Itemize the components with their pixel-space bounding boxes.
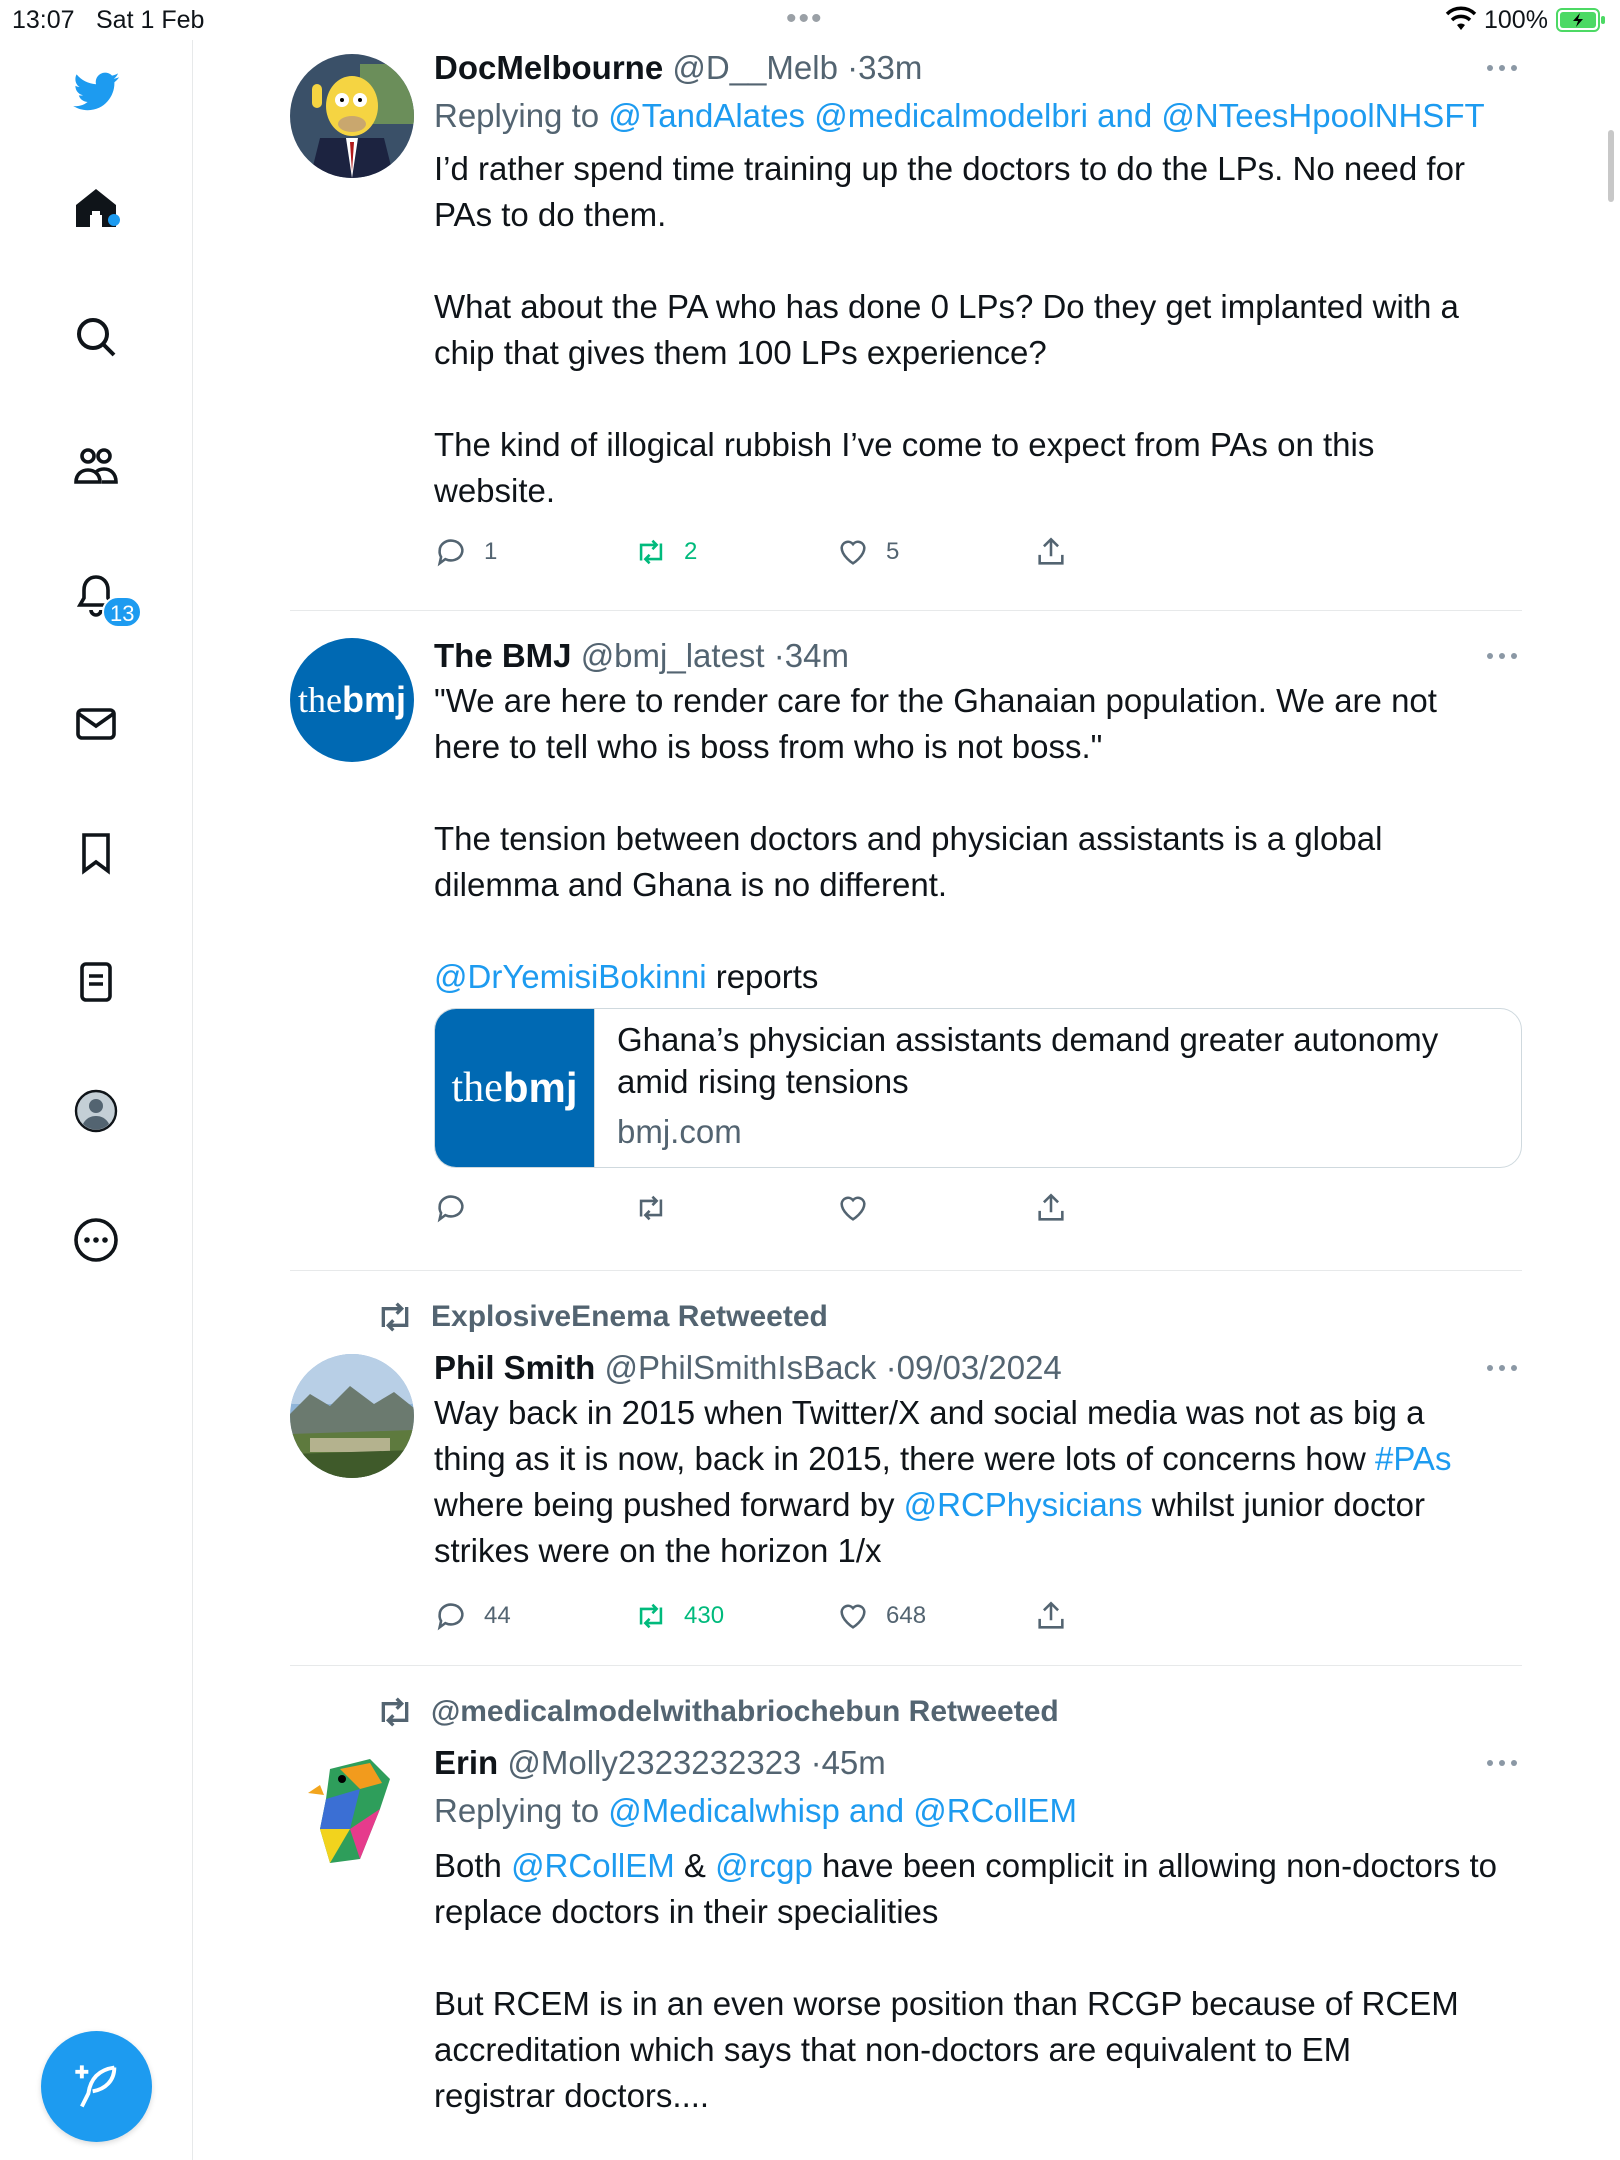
retweet-button[interactable] [634, 1188, 684, 1228]
like-button[interactable] [836, 1188, 886, 1228]
reply-icon [434, 1599, 468, 1633]
share-icon [1034, 535, 1068, 569]
reply-button[interactable]: 1 [434, 532, 497, 572]
lists-icon [72, 958, 120, 1006]
avatar[interactable] [290, 54, 414, 178]
heart-icon [836, 1191, 870, 1225]
tweet-actions [434, 532, 1522, 572]
share-button[interactable] [1034, 1188, 1084, 1228]
sidebar-item-profile[interactable] [67, 1082, 125, 1140]
author-name[interactable]: Erin [434, 1744, 499, 1781]
reply-button[interactable]: 44 [434, 1596, 511, 1636]
like-button[interactable]: 5 [836, 532, 899, 572]
notifications-badge: 13 [102, 596, 142, 628]
tweet-divider [290, 610, 1522, 611]
mention-link[interactable]: @RCPhysicians [903, 1486, 1143, 1523]
retweet-icon [634, 1191, 668, 1225]
status-date: Sat 1 Feb [96, 6, 205, 34]
mention-link[interactable]: @RCollEM [511, 1847, 675, 1884]
tweet-time[interactable]: 34m [784, 637, 849, 674]
tweet-text: I’d rather spend time training up the doctors to do the LPs. No need for PAs to do them. What about the PA who has done 0 LPs? Do they get implanted with a chip that gives them 100 LPs experience? The kind of illogical rubbish I’ve come to expect from PAs on this website. [434, 150, 1465, 509]
tweet-actions [434, 1596, 1522, 1636]
reply-icon [434, 535, 468, 569]
bookmark-icon [72, 829, 120, 877]
share-icon [1034, 1599, 1068, 1633]
author-handle[interactable]: @Molly2323232323 [507, 1744, 802, 1781]
more-circle-icon [72, 1216, 120, 1264]
author-name[interactable]: DocMelbourne [434, 49, 664, 86]
author-name[interactable]: The BMJ [434, 637, 572, 674]
sidebar-item-messages[interactable] [67, 695, 125, 753]
retweet-small-icon [375, 1300, 415, 1334]
wifi-icon [1444, 4, 1478, 32]
sidebar-item-more[interactable] [67, 1211, 125, 1269]
author-name[interactable]: Phil Smith [434, 1349, 596, 1386]
like-button[interactable]: 648 [836, 1596, 926, 1636]
replying-to-handles[interactable]: @Medicalwhisp and @RCollEM [608, 1792, 1077, 1829]
retweeted-by[interactable]: ExplosiveEnema Retweeted [375, 1300, 828, 1334]
twitter-logo-icon[interactable] [67, 63, 125, 121]
share-button[interactable] [1034, 1596, 1084, 1636]
avatar[interactable] [290, 1749, 414, 1873]
reply-icon [434, 1191, 468, 1225]
status-time: 13:07 [12, 6, 75, 34]
replying-to: Replying to @TandAlates @medicalmodelbri and @NTeesHpoolNHSFT [434, 97, 1485, 134]
retweet-icon [634, 1599, 668, 1633]
more-options-icon[interactable] [1482, 1751, 1522, 1775]
retweet-small-icon [375, 1695, 415, 1729]
hashtag-link[interactable]: #PAs [1375, 1440, 1452, 1477]
compose-tweet-button[interactable] [41, 2031, 152, 2142]
sidebar-item-lists[interactable] [67, 953, 125, 1011]
sidebar-item-bookmarks[interactable] [67, 824, 125, 882]
card-domain: bmj.com [617, 1113, 742, 1150]
status-bar [0, 0, 1620, 40]
author-handle[interactable]: @PhilSmithIsBack [604, 1349, 877, 1386]
sidebar-item-home[interactable] [67, 179, 125, 237]
reply-button[interactable] [434, 1188, 484, 1228]
replying-to: Replying to @Medicalwhisp and @RCollEM [434, 1792, 1077, 1829]
battery-percentage: 100% [1484, 6, 1548, 34]
heart-icon [836, 535, 870, 569]
tweet-text: "We are here to render care for the Ghanaian population. We are not here to tell who is boss from who is not boss." The tension between doctors and physician assistants is a global dilemma and Ghana is no different. @DrYemisiBokinni reports [434, 682, 1437, 995]
tweet-actions [434, 1188, 1522, 1228]
sidebar-item-search[interactable] [67, 308, 125, 366]
card-title: Ghana’s physician assistants demand greater autonomy amid rising tensions [617, 1021, 1439, 1100]
sidebar-item-communities[interactable] [67, 437, 125, 495]
scrollbar[interactable] [1608, 130, 1614, 202]
retweet-button[interactable]: 2 [634, 532, 697, 572]
retweet-button[interactable]: 430 [634, 1596, 724, 1636]
home-unread-dot [108, 214, 120, 226]
tweet-divider [290, 1270, 1522, 1271]
share-button[interactable] [1034, 532, 1084, 572]
avatar[interactable]: the bmj [290, 638, 414, 762]
mention-link[interactable]: @DrYemisiBokinni [434, 958, 707, 995]
heart-icon [836, 1599, 870, 1633]
mention-link[interactable]: @rcgp [715, 1847, 813, 1884]
share-icon [1034, 1191, 1068, 1225]
sidebar-nav [0, 40, 193, 2160]
tweet-time[interactable]: 45m [821, 1744, 886, 1781]
retweet-icon [634, 535, 668, 569]
card-thumbnail: the bmj [435, 1009, 595, 1167]
replying-to-handles[interactable]: @TandAlates @medicalmodelbri and @NTeesHpoolNHSFT [608, 97, 1485, 134]
profile-avatar-icon [72, 1087, 120, 1135]
more-options-icon[interactable] [1482, 1356, 1522, 1380]
battery-icon [1556, 8, 1606, 32]
tweet-time[interactable]: 09/03/2024 [896, 1349, 1062, 1386]
feather-plus-icon [71, 2061, 123, 2113]
tweet-text: Both @RCollEM & @rcgp have been complicit in allowing non-doctors to replace doctors in their specialities But RCEM is in an even worse position than RCGP because of RCEM accreditation which says that non-doctors are equivalent to EM registrar doctors.... [434, 1847, 1498, 2114]
more-options-icon[interactable] [1482, 56, 1522, 80]
tweet-divider [290, 1665, 1522, 1666]
communities-icon [72, 442, 120, 490]
more-options-icon[interactable] [1482, 644, 1522, 668]
tweet-time[interactable]: 33m [858, 49, 923, 86]
mail-icon [72, 700, 120, 748]
author-handle[interactable]: @D__Melb [672, 49, 838, 86]
retweeted-by[interactable]: @medicalmodelwithabriochebun Retweeted [375, 1695, 1059, 1729]
avatar[interactable] [290, 1354, 414, 1478]
search-icon [72, 313, 120, 361]
multitasking-dots-icon[interactable]: ••• [786, 2, 824, 35]
tweet-text: Way back in 2015 when Twitter/X and social media was not as big a thing as it is now, back in 2015, there were lots of concerns how #PAs where being pushed forward by @RCPhysicians whilst junior doctor strikes were on the horizon 1/x [434, 1394, 1452, 1569]
link-card[interactable] [434, 1008, 1522, 1168]
author-handle[interactable]: @bmj_latest [580, 637, 765, 674]
